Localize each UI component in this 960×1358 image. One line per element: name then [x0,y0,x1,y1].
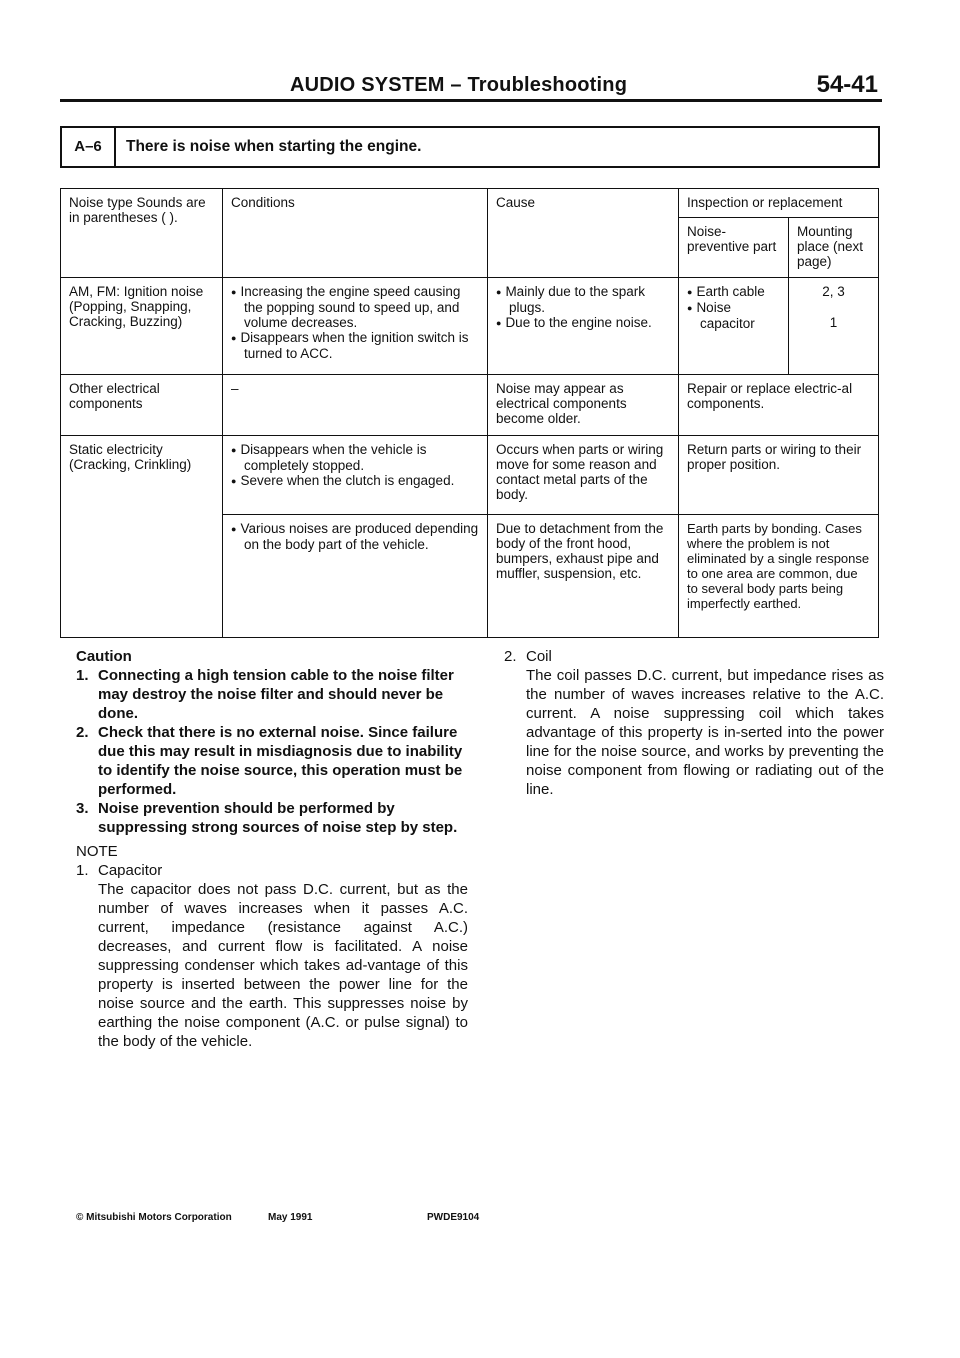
note-number: 2. [504,648,517,665]
page-title: AUDIO SYSTEM – Troubleshooting [290,74,628,96]
caution-item [76,723,468,799]
row1-condition-1: ● Increasing the engine speed causing the popping sound to speed up, and volume decreases. [231,284,479,330]
row1-conditions [223,278,488,375]
note-heading: Capacitor [98,862,163,879]
note-title: NOTE [76,843,118,860]
caution-item [76,799,468,837]
row3-condition-2: ● Severe when the clutch is engaged. [231,473,479,489]
row1-noise-type: AM, FM: Ignition noise (Popping, Snapping, Cracking, Buzzing) [61,278,223,375]
caution-text: Noise prevention should be performed by suppressing strong sources of noise step by step. [98,800,458,836]
row4-condition-1: ● Various noises are produced depending on the body part of the vehicle. [231,521,479,552]
note-number: 1. [76,862,89,879]
header-cause: Cause [488,189,679,278]
row3-cause: Occurs when parts or wiring move for some reason and contact metal parts of the body. [488,436,679,515]
row2-cause: Noise may appear as electrical components become older. [488,375,679,436]
table-row [61,278,879,375]
footer-copyright: © Mitsubishi Motors Corporation [76,1212,232,1223]
table-row [61,375,879,436]
header-noise-type: Noise type Sounds are in parentheses ( ). [61,189,223,278]
symptom-box [60,126,880,168]
row3-condition-1: ● Disappears when the vehicle is completely stopped. [231,442,479,473]
header-mounting: Mounting place (next page) [789,217,879,277]
footer-date: May 1991 [268,1212,313,1223]
header-inspection: Inspection or replacement [679,189,879,218]
row1-part-2: ● Noise capacitor [687,300,780,331]
row4-conditions [223,515,488,638]
row2-noise-type: Other electrical components [61,375,223,436]
left-column [76,647,468,1051]
symptom-text: There is noise when starting the engine. [126,138,422,155]
footer-code: PWDE9104 [427,1212,480,1223]
row4-cause: Due to detachment from the body of the front hood, bumpers, exhaust pipe and muffler, suspension, etc. [488,515,679,638]
row1-mounting [789,278,879,375]
row1-cause [488,278,679,375]
caution-list [76,666,468,837]
symptom-code: A–6 [62,128,116,166]
note-item-coil [504,647,884,799]
row1-parts [679,278,789,375]
row4-inspection: Earth parts by bonding. Cases where the problem is not eliminated by a single response to one area are common, due to several body parts being imperfectly earthed. [679,515,879,638]
row2-conditions: – [223,375,488,436]
page-number: 54-41 [816,71,878,98]
caution-item [76,666,468,723]
row1-part-1: ● Earth cable [687,284,780,300]
page-header [60,68,882,102]
header-rule [60,99,882,102]
header-conditions: Conditions [223,189,488,278]
caution-title: Caution [76,648,132,665]
row1-mounting-2: 1 [829,315,838,330]
note-text: The coil passes D.C. current, but impedance rises as the number of waves increases relative to the A.C. current. A noise suppressing coil which takes advantage of this property is in-serted into the power line for the noise source, and works by preventing the noise component from flowing or radiating out of the line. [526,667,884,798]
note-text: The capacitor does not pass D.C. current, but as the number of waves increases when it passes A.C. current, impedance (resistance against A.C.) decreases, and current flow is facilitated. A noise suppressing condenser which takes ad-vantage of this property is inserted between the power line for the noise source and the earth. This suppresses noise by earthing the noise component (A.C. or pulse signal) to the body of the vehicle. [98,881,468,1050]
table-header-row [61,189,879,218]
note-heading: Coil [526,648,552,665]
caution-text: Connecting a high tension cable to the noise filter may destroy the noise filter and should never be done. [98,667,454,722]
row1-mounting-1: 2, 3 [822,284,845,299]
caution-text: Check that there is no external noise. Since failure due this may result in misdiagnosis due to inability to identify the noise source, this operation must be performed. [98,724,463,798]
caution-number: 1. [76,667,89,684]
row2-inspection: Repair or replace electric-al components. [679,375,879,436]
caution-number: 3. [76,800,89,817]
header-part: Noise-preventive part [679,217,789,277]
troubleshooting-table [60,188,879,638]
table-row [61,436,879,515]
row1-cause-2: ● Due to the engine noise. [496,315,670,331]
row3-conditions [223,436,488,515]
row1-condition-2: ● Disappears when the ignition switch is turned to ACC. [231,330,479,361]
note-item-capacitor [76,861,468,1051]
row3-noise-type: Static electricity (Cracking, Crinkling) [61,436,223,638]
right-column [504,647,884,799]
row3-inspection: Return parts or wiring to their proper position. [679,436,879,515]
caution-number: 2. [76,724,89,741]
row1-cause-1: ● Mainly due to the spark plugs. [496,284,670,315]
